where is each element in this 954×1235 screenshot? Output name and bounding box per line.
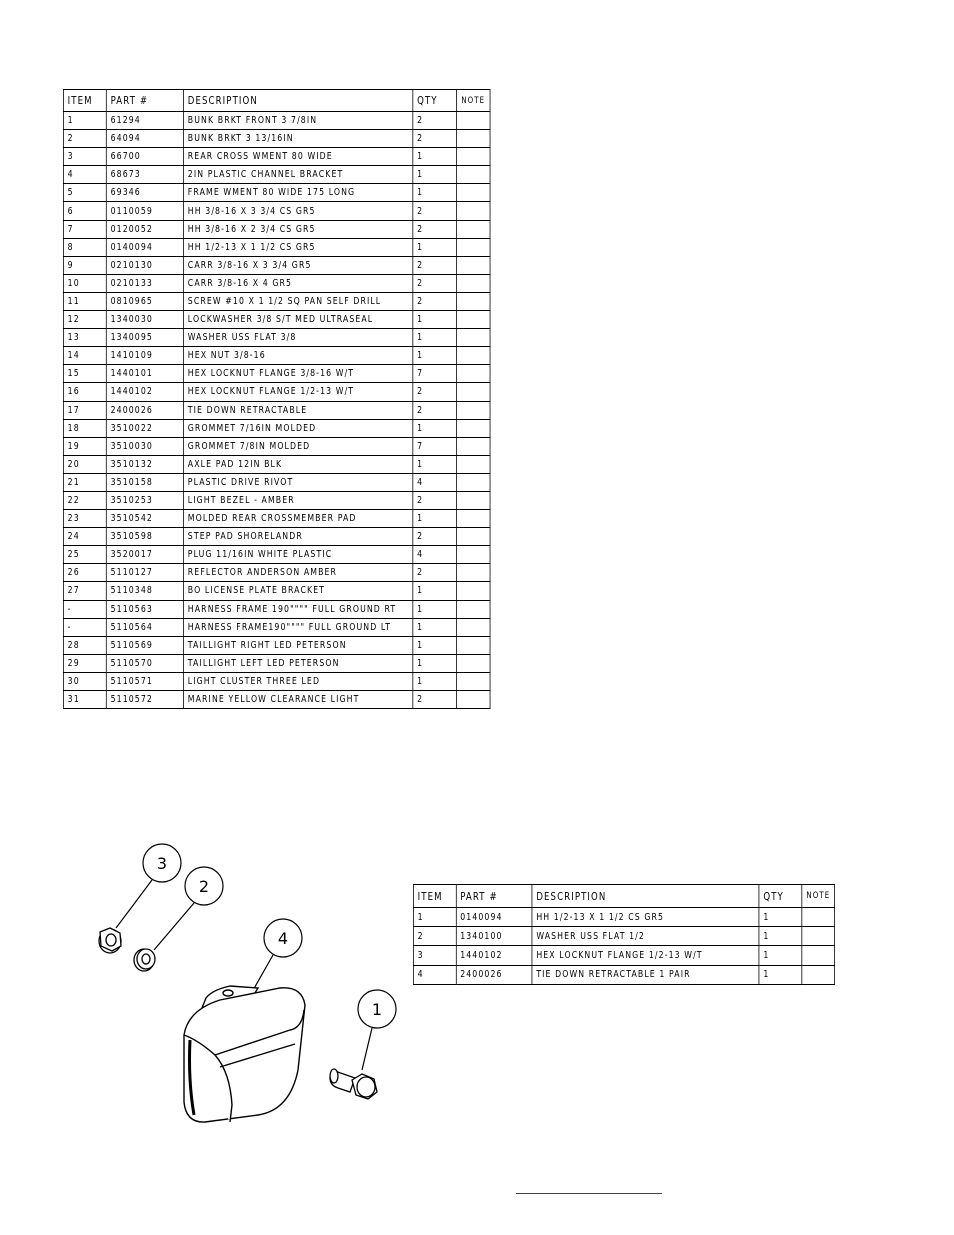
table-row	[63, 220, 490, 238]
cell-qty: 1	[413, 347, 457, 365]
cell-part: 3520017	[106, 546, 183, 564]
cell-part: 5110564	[106, 618, 183, 636]
cell-part: 0140094	[106, 238, 183, 256]
cell-description: 2IN PLASTIC CHANNEL BRACKET	[184, 166, 413, 184]
cell-description: BUNK BRKT FRONT 3 7/8IN	[184, 112, 413, 130]
table-row	[63, 112, 490, 130]
header-part: PART #	[106, 90, 183, 112]
cell-qty: 1	[413, 148, 457, 166]
cell-qty: 2	[413, 130, 457, 148]
cell-qty: 4	[413, 473, 457, 491]
cell-item: 29	[63, 654, 106, 672]
cell-description: SCREW #10 X 1 1/2 SQ PAN SELF DRILL	[184, 292, 413, 310]
cell-note	[457, 238, 491, 256]
cell-note	[457, 256, 491, 274]
table-row	[63, 582, 490, 600]
cell-item: -	[63, 600, 106, 618]
cell-note	[457, 582, 491, 600]
table-row	[63, 419, 490, 437]
cell-note	[457, 672, 491, 690]
cell-qty: 1	[413, 166, 457, 184]
cell-qty: 1	[413, 238, 457, 256]
header-description: DESCRIPTION	[532, 885, 759, 908]
cell-description: TIE DOWN RETRACTABLE 1 PAIR	[532, 965, 759, 984]
cell-note	[457, 419, 491, 437]
cell-qty: 1	[413, 419, 457, 437]
cell-qty: 1	[413, 184, 457, 202]
cell-part: 64094	[106, 130, 183, 148]
cell-item: 28	[63, 636, 106, 654]
table-row	[63, 148, 490, 166]
cell-note	[457, 311, 491, 329]
cell-description: HEX LOCKNUT FLANGE 1/2-13 W/T	[184, 383, 413, 401]
tie-down-table-body	[413, 908, 834, 985]
cell-description: WASHER USS FLAT 3/8	[184, 329, 413, 347]
cell-part: 1340030	[106, 311, 183, 329]
cell-item: 3	[63, 148, 106, 166]
cell-note	[457, 546, 491, 564]
table-row	[63, 528, 490, 546]
cell-qty: 1	[413, 329, 457, 347]
table-row	[413, 908, 834, 927]
header-qty: QTY	[759, 885, 802, 908]
cell-item: 16	[63, 383, 106, 401]
cell-note	[457, 184, 491, 202]
cell-item: 11	[63, 292, 106, 310]
cell-part: 61294	[106, 112, 183, 130]
cell-note	[457, 166, 491, 184]
cell-qty: 1	[759, 927, 802, 946]
cell-item: 6	[63, 202, 106, 220]
cell-note	[457, 491, 491, 509]
table-row	[63, 130, 490, 148]
table-row	[63, 365, 490, 383]
cell-description: HH 1/2-13 X 1 1/2 CS GR5	[184, 238, 413, 256]
header-note: NOTE	[457, 90, 491, 112]
cell-item: 4	[413, 965, 456, 984]
cell-item: 10	[63, 274, 106, 292]
cell-note	[802, 927, 834, 946]
cell-item: 31	[63, 691, 106, 709]
footer-link[interactable]	[516, 1181, 662, 1194]
cell-qty: 1	[413, 455, 457, 473]
table-row	[63, 202, 490, 220]
table-row	[63, 184, 490, 202]
table-row	[63, 473, 490, 491]
cell-qty: 4	[413, 546, 457, 564]
table-row	[63, 311, 490, 329]
cell-qty: 1	[413, 672, 457, 690]
cell-part: 0110059	[106, 202, 183, 220]
cell-item: 23	[63, 510, 106, 528]
cell-qty: 2	[413, 292, 457, 310]
cell-note	[457, 528, 491, 546]
hex-bolt-part	[330, 1069, 377, 1099]
cell-part: 3510598	[106, 528, 183, 546]
cell-part: 0810965	[106, 292, 183, 310]
cell-note	[457, 130, 491, 148]
cell-part: 1340095	[106, 329, 183, 347]
cell-description: MARINE YELLOW CLEARANCE LIGHT	[184, 691, 413, 709]
cell-description: REFLECTOR ANDERSON AMBER	[184, 564, 413, 582]
table-row	[63, 691, 490, 709]
cell-item: 7	[63, 220, 106, 238]
cell-description: HARNESS FRAME 190"""" FULL GROUND RT	[184, 600, 413, 618]
tie-down-part	[184, 986, 305, 1122]
cell-note	[457, 329, 491, 347]
cell-note	[457, 148, 491, 166]
cell-part: 0210133	[106, 274, 183, 292]
cell-part: 2400026	[106, 401, 183, 419]
balloon-4-label: 4	[277, 929, 289, 948]
cell-qty: 2	[413, 401, 457, 419]
cell-description: REAR CROSS WMENT 80 WIDE	[184, 148, 413, 166]
cell-qty: 2	[413, 220, 457, 238]
cell-part: 5110571	[106, 672, 183, 690]
cell-description: HH 1/2-13 X 1 1/2 CS GR5	[532, 908, 759, 927]
cell-note	[457, 654, 491, 672]
cell-part: 66700	[106, 148, 183, 166]
cell-description: TAILLIGHT LEFT LED PETERSON	[184, 654, 413, 672]
header-note: NOTE	[802, 885, 834, 908]
cell-note	[457, 691, 491, 709]
cell-description: HEX NUT 3/8-16	[184, 347, 413, 365]
cell-part: 3510542	[106, 510, 183, 528]
header-item: ITEM	[63, 90, 106, 112]
cell-item: 19	[63, 437, 106, 455]
table-row	[63, 654, 490, 672]
cell-part: 1340100	[456, 927, 532, 946]
header-part: PART #	[456, 885, 532, 908]
table-row	[63, 347, 490, 365]
table-row	[413, 965, 834, 984]
cell-description: HH 3/8-16 X 2 3/4 CS GR5	[184, 220, 413, 238]
cell-part: 68673	[106, 166, 183, 184]
cell-qty: 1	[413, 510, 457, 528]
table-row	[63, 401, 490, 419]
cell-item: 5	[63, 184, 106, 202]
cell-part: 2400026	[456, 965, 532, 984]
cell-part: 1440102	[456, 946, 532, 965]
cell-item: 13	[63, 329, 106, 347]
exploded-view-drawing	[80, 840, 420, 1140]
table-row	[63, 383, 490, 401]
main-table-body	[63, 112, 490, 709]
cell-qty: 1	[759, 946, 802, 965]
main-parts-table	[63, 89, 490, 709]
cell-note	[802, 946, 834, 965]
cell-item: 3	[413, 946, 456, 965]
cell-item: 21	[63, 473, 106, 491]
table-row	[63, 618, 490, 636]
balloon-2-label: 2	[198, 877, 210, 896]
cell-note	[457, 455, 491, 473]
cell-qty: 1	[413, 636, 457, 654]
table-row	[63, 292, 490, 310]
cell-description: GROMMET 7/8IN MOLDED	[184, 437, 413, 455]
cell-note	[457, 473, 491, 491]
header-item: ITEM	[413, 885, 456, 908]
tie-down-parts-table	[413, 884, 835, 985]
cell-description: STEP PAD SHORELANDR	[184, 528, 413, 546]
cell-note	[457, 365, 491, 383]
cell-description: HH 3/8-16 X 3 3/4 CS GR5	[184, 202, 413, 220]
cell-qty: 2	[413, 112, 457, 130]
cell-item: 15	[63, 365, 106, 383]
cell-part: 3510158	[106, 473, 183, 491]
cell-item: 1	[63, 112, 106, 130]
cell-part: 69346	[106, 184, 183, 202]
cell-description: PLASTIC DRIVE RIVOT	[184, 473, 413, 491]
cell-item: 2	[63, 130, 106, 148]
cell-part: 5110348	[106, 582, 183, 600]
cell-qty: 2	[413, 528, 457, 546]
table-row	[63, 546, 490, 564]
cell-note	[457, 202, 491, 220]
cell-part: 1440101	[106, 365, 183, 383]
cell-item: 20	[63, 455, 106, 473]
cell-qty: 1	[413, 582, 457, 600]
balloon-1-label: 1	[371, 1000, 383, 1019]
cell-item: 27	[63, 582, 106, 600]
cell-description: MOLDED REAR CROSSMEMBER PAD	[184, 510, 413, 528]
cell-item: 18	[63, 419, 106, 437]
cell-description: LIGHT BEZEL - AMBER	[184, 491, 413, 509]
cell-note	[457, 347, 491, 365]
cell-part: 5110569	[106, 636, 183, 654]
cell-qty: 1	[413, 618, 457, 636]
cell-qty: 2	[413, 202, 457, 220]
cell-item: 4	[63, 166, 106, 184]
table-row	[63, 455, 490, 473]
cell-description: HEX LOCKNUT FLANGE 1/2-13 W/T	[532, 946, 759, 965]
cell-description: BUNK BRKT 3 13/16IN	[184, 130, 413, 148]
cell-description: TAILLIGHT RIGHT LED PETERSON	[184, 636, 413, 654]
cell-description: HARNESS FRAME190"""" FULL GROUND LT	[184, 618, 413, 636]
cell-qty: 2	[413, 491, 457, 509]
cell-note	[457, 636, 491, 654]
cell-description: CARR 3/8-16 X 3 3/4 GR5	[184, 256, 413, 274]
cell-item: -	[63, 618, 106, 636]
cell-qty: 1	[759, 965, 802, 984]
table-row	[63, 238, 490, 256]
table-row	[63, 437, 490, 455]
table-row	[63, 256, 490, 274]
balloon-3-label: 3	[156, 854, 168, 873]
cell-note	[802, 908, 834, 927]
cell-part: 0140094	[456, 908, 532, 927]
cell-item: 8	[63, 238, 106, 256]
table-header-row	[413, 885, 834, 908]
table-row	[63, 636, 490, 654]
cell-qty: 1	[413, 311, 457, 329]
cell-note	[457, 564, 491, 582]
cell-part: 0210130	[106, 256, 183, 274]
cell-description: CARR 3/8-16 X 4 GR5	[184, 274, 413, 292]
cell-item: 30	[63, 672, 106, 690]
cell-qty: 2	[413, 383, 457, 401]
cell-description: GROMMET 7/16IN MOLDED	[184, 419, 413, 437]
table-row	[63, 329, 490, 347]
cell-part: 3510022	[106, 419, 183, 437]
table-row	[63, 274, 490, 292]
cell-description: WASHER USS FLAT 1/2	[532, 927, 759, 946]
table-row	[63, 510, 490, 528]
cell-part: 5110563	[106, 600, 183, 618]
cell-note	[457, 274, 491, 292]
cell-item: 1	[413, 908, 456, 927]
cell-note	[457, 112, 491, 130]
cell-description: PLUG 11/16IN WHITE PLASTIC	[184, 546, 413, 564]
cell-qty: 2	[413, 564, 457, 582]
cell-qty: 2	[413, 274, 457, 292]
cell-item: 25	[63, 546, 106, 564]
cell-note	[457, 618, 491, 636]
cell-qty: 2	[413, 256, 457, 274]
cell-part: 0120052	[106, 220, 183, 238]
cell-description: BO LICENSE PLATE BRACKET	[184, 582, 413, 600]
cell-note	[457, 383, 491, 401]
table-row	[63, 600, 490, 618]
cell-qty: 1	[413, 600, 457, 618]
cell-part: 1410109	[106, 347, 183, 365]
cell-description: LOCKWASHER 3/8 S/T MED ULTRASEAL	[184, 311, 413, 329]
cell-item: 2	[413, 927, 456, 946]
cell-part: 3510132	[106, 455, 183, 473]
cell-description: AXLE PAD 12IN BLK	[184, 455, 413, 473]
table-row	[63, 672, 490, 690]
cell-qty: 1	[759, 908, 802, 927]
cell-note	[457, 437, 491, 455]
cell-part: 5110572	[106, 691, 183, 709]
flat-washer-part	[134, 949, 155, 971]
cell-note	[457, 510, 491, 528]
cell-item: 14	[63, 347, 106, 365]
cell-qty: 2	[413, 691, 457, 709]
flange-locknut-part	[99, 928, 121, 953]
cell-item: 9	[63, 256, 106, 274]
cell-description: HEX LOCKNUT FLANGE 3/8-16 W/T	[184, 365, 413, 383]
cell-part: 3510253	[106, 491, 183, 509]
cell-description: TIE DOWN RETRACTABLE	[184, 401, 413, 419]
cell-part: 3510030	[106, 437, 183, 455]
cell-note	[457, 600, 491, 618]
table-row	[413, 927, 834, 946]
cell-part: 1440102	[106, 383, 183, 401]
cell-item: 17	[63, 401, 106, 419]
cell-note	[802, 965, 834, 984]
cell-item: 12	[63, 311, 106, 329]
cell-note	[457, 292, 491, 310]
cell-item: 26	[63, 564, 106, 582]
header-description: DESCRIPTION	[184, 90, 413, 112]
cell-part: 5110570	[106, 654, 183, 672]
table-row	[63, 166, 490, 184]
table-header-row	[63, 90, 490, 112]
cell-note	[457, 220, 491, 238]
table-row	[413, 946, 834, 965]
cell-qty: 7	[413, 437, 457, 455]
cell-part: 5110127	[106, 564, 183, 582]
cell-item: 24	[63, 528, 106, 546]
cell-description: FRAME WMENT 80 WIDE 175 LONG	[184, 184, 413, 202]
cell-qty: 1	[413, 654, 457, 672]
cell-description: LIGHT CLUSTER THREE LED	[184, 672, 413, 690]
header-qty: QTY	[413, 90, 457, 112]
table-row	[63, 491, 490, 509]
cell-note	[457, 401, 491, 419]
cell-item: 22	[63, 491, 106, 509]
cell-qty: 7	[413, 365, 457, 383]
table-row	[63, 564, 490, 582]
